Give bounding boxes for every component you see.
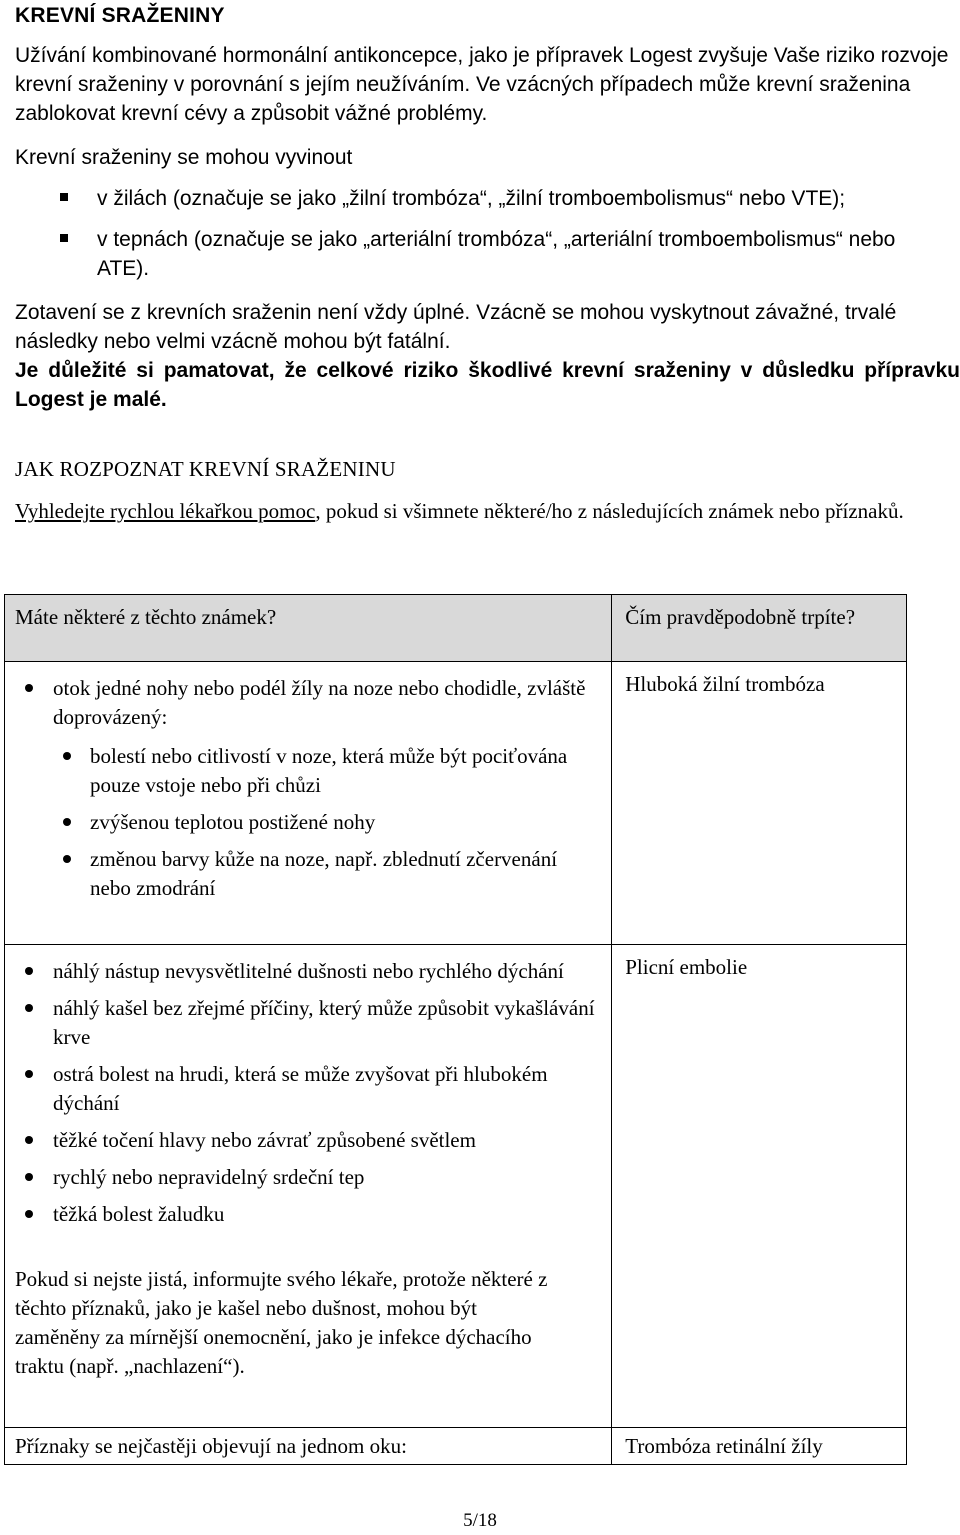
list-item-arteries: v tepnách (označuje se jako „arteriální trombóza“, „arteriální tromboembolismus“ nebo ATE). — [15, 225, 935, 283]
diagnosis-retinal: Trombóza retinální žíly — [612, 1428, 907, 1465]
diagnosis-dvt: Hluboká žilní trombóza — [612, 662, 907, 945]
list-item: změnou barvy kůže na noze, např. zblednutí zčervenání nebo zmodrání — [53, 845, 601, 903]
list-item: ostrá bolest na hrudi, která se může zvyšovat při hlubokém dýchání — [15, 1060, 601, 1118]
header-condition: Čím pravděpodobně trpíte? — [612, 595, 907, 662]
table-header-row — [5, 595, 907, 662]
important-note: Je důležité si pamatovat, že celkové riziko škodlivé krevní sraženiny v důsledku přípravku Logest je malé. — [15, 359, 960, 411]
clot-location-list — [15, 184, 935, 283]
signs-cell-pe — [5, 945, 612, 1428]
seek-help-link-text: Vyhledejte rychlou lékařkou pomoc — [15, 499, 316, 523]
intro-paragraph: Užívání kombinované hormonální antikoncepce, jako je přípravek Logest zvyšuje Vaše riziko rozvoje krevní sraženiny v porovnání s jejím neužíváním. Ve vzácných případech může krevní sraženina zablokovat krevní cévy a způsobit vážné problémy. — [15, 44, 949, 125]
table-row — [5, 1428, 907, 1465]
table-row — [5, 662, 907, 945]
list-item: těžké točení hlavy nebo závrať způsobené světlem — [15, 1126, 601, 1155]
header-signs: Máte některé z těchto známek? — [5, 595, 612, 662]
list-item: náhlý kašel bez zřejmé příčiny, který může způsobit vykašlávání krve — [15, 994, 601, 1052]
bullet-icon — [25, 1136, 33, 1144]
bullet-icon — [25, 684, 33, 692]
list-item: otok jedné nohy nebo podél žíly na noze nebo chodidle, zvláště doprovázený: bolestí nebo citlivostí v noze, která může být pociťována pouze vstoje nebo při chůzi zvýšenou teplotou postižené nohy změnou barvy kůže na noze, např. zblednutí zčervenání nebo zmodrání — [15, 674, 601, 903]
page-number: 5/18 — [463, 1510, 497, 1531]
section-title-blood-clots: KREVNÍ SRAŽENINY — [15, 4, 225, 27]
list-item: bolestí nebo citlivostí v noze, která může být pociťována pouze vstoje nebo při chůzi — [53, 742, 601, 800]
table-row — [5, 945, 907, 1428]
signs-cell-dvt — [5, 662, 612, 945]
bullet-icon — [63, 855, 71, 863]
list-item: rychlý nebo nepravidelný srdeční tep — [15, 1163, 601, 1192]
list-item-veins: v žilách (označuje se jako „žilní trombóza“, „žilní tromboembolismus“ nebo VTE); — [15, 184, 935, 213]
list-item: zvýšenou teplotou postižené nohy — [53, 808, 601, 837]
bullet-icon — [25, 1210, 33, 1218]
bullet-icon — [25, 1004, 33, 1012]
bullet-icon — [25, 1173, 33, 1181]
bullet-icon — [25, 967, 33, 975]
symptoms-table — [4, 594, 907, 1465]
bullet-icon — [63, 818, 71, 826]
recovery-paragraph: Zotavení se z krevních sraženin není vždy úplné. Vzácně se mohou vyskytnout závažné, trvalé následky nebo velmi vzácně mohou být fatální. — [15, 301, 897, 353]
square-bullet-icon — [60, 193, 68, 201]
square-bullet-icon — [60, 234, 68, 242]
list-item: těžká bolest žaludku — [15, 1200, 601, 1229]
pe-uncertainty-note: Pokud si nejste jistá, informujte svého lékaře, protože některé z těchto příznaků, jako je kašel nebo dušnost, mohou být zaměněny za mírnější onemocnění, jako je infekce dýchacího traktu (např. „nachlazení“). — [15, 1267, 548, 1378]
seek-help-paragraph: Vyhledejte rychlou lékařkou pomoc, pokud si všimnete některé/ho z následujících známek nebo příznaků. — [15, 499, 904, 523]
bullet-icon — [25, 1070, 33, 1078]
diagnosis-pe: Plicní embolie — [612, 945, 907, 1428]
list-item: náhlý nástup nevysvětlitelné dušnosti nebo rychlého dýchání — [15, 957, 601, 986]
signs-cell-retinal: Příznaky se nejčastěji objevují na jednom oku: — [5, 1428, 612, 1465]
bullet-icon — [63, 752, 71, 760]
section-title-recognize-clot: JAK ROZPOZNAT KREVNÍ SRAŽENINU — [15, 457, 396, 481]
may-develop-text: Krevní sraženiny se mohou vyvinout — [15, 146, 353, 169]
